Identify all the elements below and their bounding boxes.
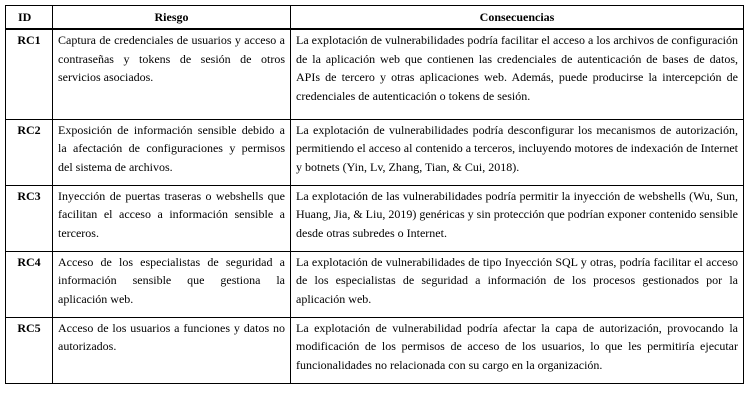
table-row [6,185,744,251]
row-id: RC5 [6,317,53,383]
row-consecuencias: La explotación de vulnerabilidades de tipo Inyección SQL y otras, podría facilitar el acceso de los especialistas de seguridad a información de los procesos gestionados por la aplicación web. [291,251,744,317]
risk-table-container [5,5,743,384]
table-header-row [6,6,744,30]
row-id: RC1 [6,29,53,119]
table-row [6,251,744,317]
row-riesgo: Captura de credenciales de usuarios y acceso a contraseñas y tokens de sesión de otros servicios asociados. [53,29,291,119]
row-riesgo: Inyección de puertas traseras o webshells que facilitan el acceso a información sensible a terceros. [53,185,291,251]
header-id: ID [6,6,53,30]
header-riesgo: Riesgo [53,6,291,30]
row-id: RC2 [6,119,53,185]
row-riesgo: Acceso de los especialistas de seguridad a información sensible que gestiona la aplicación web. [53,251,291,317]
row-riesgo: Acceso de los usuarios a funciones y datos no autorizados. [53,317,291,383]
row-consecuencias: La explotación de vulnerabilidades podría facilitar el acceso a los archivos de configuración de la aplicación web que contienen las credenciales de autenticación de bases de datos, APIs de tercero y otras aplicaciones web. Además, puede producirse la intercepción de credenciales de autenticación o tokens de sesión. [291,29,744,119]
row-consecuencias: La explotación de las vulnerabilidades podría permitir la inyección de webshells (Wu, Sun, Huang, Jia, & Liu, 2019) genéricas y sin protección que podrían exponer contenido sensible desde otras subredes o Internet. [291,185,744,251]
row-consecuencias: La explotación de vulnerabilidad podría afectar la capa de autorización, provocando la modificación de los permisos de acceso de los usuarios, lo que les permitiría ejecutar funcionalidades no relacionada con su cargo en la organización. [291,317,744,383]
row-id: RC4 [6,251,53,317]
table-row [6,29,744,119]
table-row [6,317,744,383]
table-row [6,119,744,185]
row-id: RC3 [6,185,53,251]
risk-table [5,5,744,384]
row-riesgo: Exposición de información sensible debido a la afectación de configuraciones y permisos del sistema de archivos. [53,119,291,185]
header-consecuencias: Consecuencias [291,6,744,30]
row-consecuencias: La explotación de vulnerabilidades podría desconfigurar los mecanismos de autorización, permitiendo el acceso al contenido a terceros, incluyendo motores de indexación de Internet y botnets (Yin, Lv, Zhang, Tian, & Cui, 2018). [291,119,744,185]
